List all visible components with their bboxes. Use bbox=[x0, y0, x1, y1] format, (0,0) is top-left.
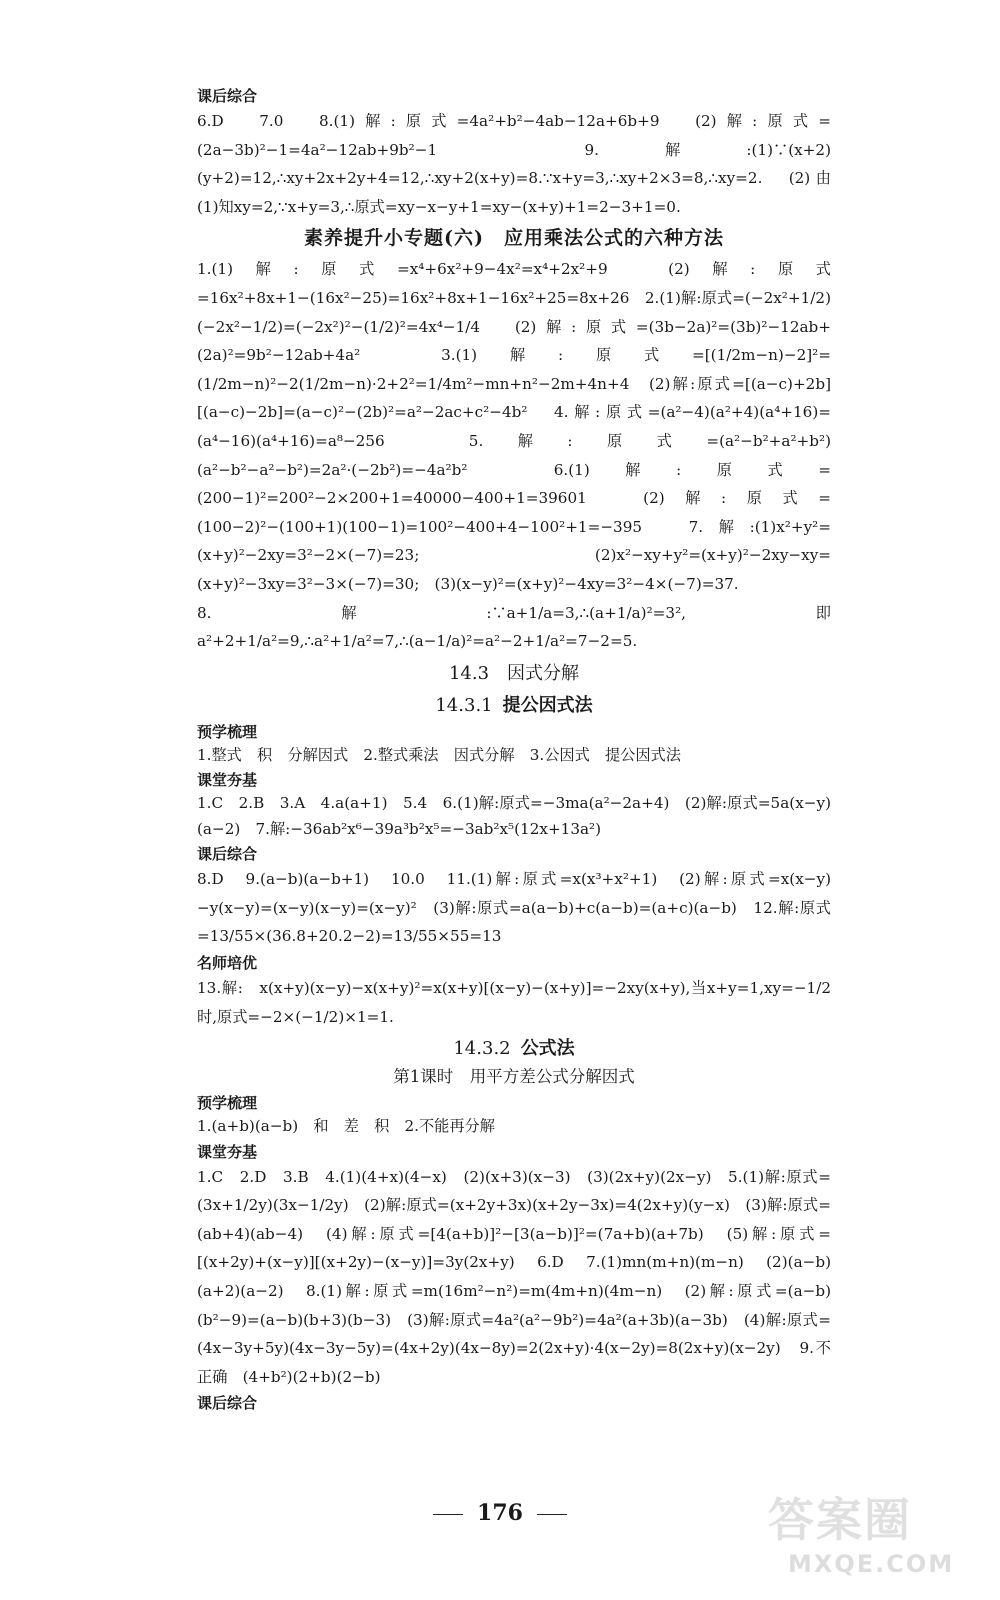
watermark-site: MXQE.COM bbox=[788, 1550, 955, 1578]
answer-paragraph: 13.解: x(x+y)(x−y)−x(x+y)²=x(x+y)[(x−y)−(x+y)]=−2xy(x+y),当x+y=1,xy=−1/2时,原式=−2×(−1/2)×1=1. bbox=[197, 978, 831, 1026]
answer-paragraph: 1.C 2.B 3.A 4.a(a+1) 5.4 6.(1)解:原式=−3ma(a²−2a+4) (2)解:原式=5a(x−y)(a−2) 7.解:−36ab²x⁶−39a³b²x⁵=−3ab²x⁵(12x+13a²) bbox=[197, 794, 831, 838]
section-heading: 课堂夯基 bbox=[197, 771, 258, 790]
section-heading: 预学梳理 bbox=[197, 1094, 258, 1113]
answer-page bbox=[197, 84, 831, 1414]
footer-dash bbox=[537, 1514, 567, 1515]
section-heading: 课后综合 bbox=[197, 87, 258, 105]
answer-paragraph: 6.D 7.0 8.(1)解:原式=4a²+b²−4ab−12a+6b+9 (2)解:原式=(2a−3b)²−1=4a²−12ab+9b²−1 9.解:(1)∵(x+2)(y+2)=12,∴xy+2x+2y+4=12,∴xy+2(x+y)=8.∵x+y=3,∴xy+2×3=8,∴xy=2. (2)由(1)知xy=2,∵x+y=3,∴原式=xy−x−y+1=xy−(x+y)+1=2−3+1=0. bbox=[197, 112, 831, 216]
section-heading: 预学梳理 bbox=[197, 722, 258, 741]
section-name: 公式法 bbox=[520, 1038, 575, 1060]
section-heading: 课堂夯基 bbox=[197, 1142, 258, 1161]
lesson-title: 第1课时 用平方差公式分解因式 bbox=[393, 1067, 635, 1087]
answer-paragraph: 8.解:∵a+1/a=3,∴(a+1/a)²=3²,即a²+2+1/a²=9,∴a²+1/a²=7,∴(a−1/a)²=a²−2+1/a²=7−2=5. bbox=[197, 603, 831, 651]
special-topic-title: 素养提升小专题(六) 应用乘法公式的六种方法 bbox=[304, 227, 724, 250]
watermark-logo bbox=[768, 1490, 978, 1590]
section-title bbox=[197, 692, 831, 720]
section-name: 提公因式法 bbox=[502, 694, 593, 716]
answer-paragraph: 1.C 2.D 3.B 4.(1)(4+x)(4−x) (2)(x+3)(x−3) (3)(2x+y)(2x−y) 5.(1)解:原式=(3x+1/2y)(3x−1/2y) (2)解:原式=(x+2y+3x)(x+2y−3x)=4(2x+y)(y−x) (3)解:原式=(ab+4)(ab−4) (4)解:原式=[4(a+b)]²−[3(a−b)]²=(7a+b)(a+7b) (5)解:原式=[(x+2y)+(x−y)][(x+2y)−(x−y)]=3y(2x+y) 6.D 7.(1)mn(m+n)(m−n) (2)(a−b)(a+2)(a−2) 8.(1)解:原式=m(16m²−n²)=m(4m+n)(4m−n) (2)解:原式=(a−b)(b²−9)=(a−b)(b+3)(b−3) (3)解:原式=4a²(a²−9b²)=4a²(a+3b)(a−3b) (4)解:原式=(4x−3y+5y)(4x−3y−5y)=(4x+2y)(4x−8y)=2(2x+y)·4(x−2y)=8(2x+y)(x−2y) 9.不正确 (4+b²)(2+b)(2−b) bbox=[197, 1167, 831, 1386]
section-number: 14.3.1 bbox=[435, 694, 493, 716]
chapter-title bbox=[197, 660, 831, 688]
chapter-title-text: 14.3 因式分解 bbox=[448, 662, 580, 684]
section-number: 14.3.2 bbox=[453, 1038, 511, 1060]
section-heading: 名师培优 bbox=[197, 953, 258, 972]
answer-paragraph: 1.(1)解:原式=x⁴+6x²+9−4x²=x⁴+2x²+9 (2)解:原式=16x²+8x+1−(16x²−25)=16x²+8x+1−16x²+25=8x+26 2.(1)解:原式=(−2x²+1/2)(−2x²−1/2)=(−2x²)²−(1/2)²=4x⁴−1/4 (2)解:原式=(3b−2a)²=(3b)²−12ab+(2a)²=9b²−12ab+4a² 3.(1)解:原式=[(1/2m−n)−2]²=(1/2m−n)²−2(1/2m−n)·2+2²=1/4m²−mn+n²−2m+4n+4 (2)解:原式=[(a−c)+2b][(a−c)−2b]=(a−c)²−(2b)²=a²−2ac+c²−4b² 4.解:原式=(a²−4)(a²+4)(a⁴+16)=(a⁴−16)(a⁴+16)=a⁸−256 5.解:原式=(a²−b²+a²+b²)(a²−b²−a²−b²)=2a²·(−2b²)=−4a²b² 6.(1)解:原式=(200−1)²=200²−2×200+1=40000−400+1=39601 (2)解:原式=(100−2)²−(100+1)(100−1)=100²−400+4−100²+1=−395 7.解:(1)x²+y²=(x+y)²−2xy=3²−2×(−7)=23; (2)x²−xy+y²=(x+y)²−2xy−xy=(x+y)²−3xy=3²−3×(−7)=30; (3)(x−y)²=(x+y)²−4xy=3²−4×(−7)=37. bbox=[197, 260, 831, 593]
answer-paragraph: 8.D 9.(a−b)(a−b+1) 10.0 11.(1)解:原式=x(x³+x²+1) (2)解:原式=x(x−y)−y(x−y)=(x−y)(x−y)=(x−y)² (3)解:原式=a(a−b)+c(a−b)=(a+c)(a−b) 12.解:原式=13/55×(36.8+20.2−2)=13/55×55=13 bbox=[197, 870, 831, 946]
footer-dash bbox=[433, 1514, 463, 1515]
answer-paragraph: 1.整式 积 分解因式 2.整式乘法 因式分解 3.公因式 提公因式法 bbox=[197, 745, 681, 764]
section-heading: 课后综合 bbox=[197, 1394, 258, 1413]
section-heading: 课后综合 bbox=[197, 845, 258, 864]
section-title bbox=[197, 1035, 831, 1063]
page-number: 176 bbox=[477, 1500, 523, 1526]
watermark-logo-text: 答案圈 bbox=[768, 1493, 912, 1547]
answer-paragraph: 1.(a+b)(a−b) 和 差 积 2.不能再分解 bbox=[197, 1117, 495, 1136]
